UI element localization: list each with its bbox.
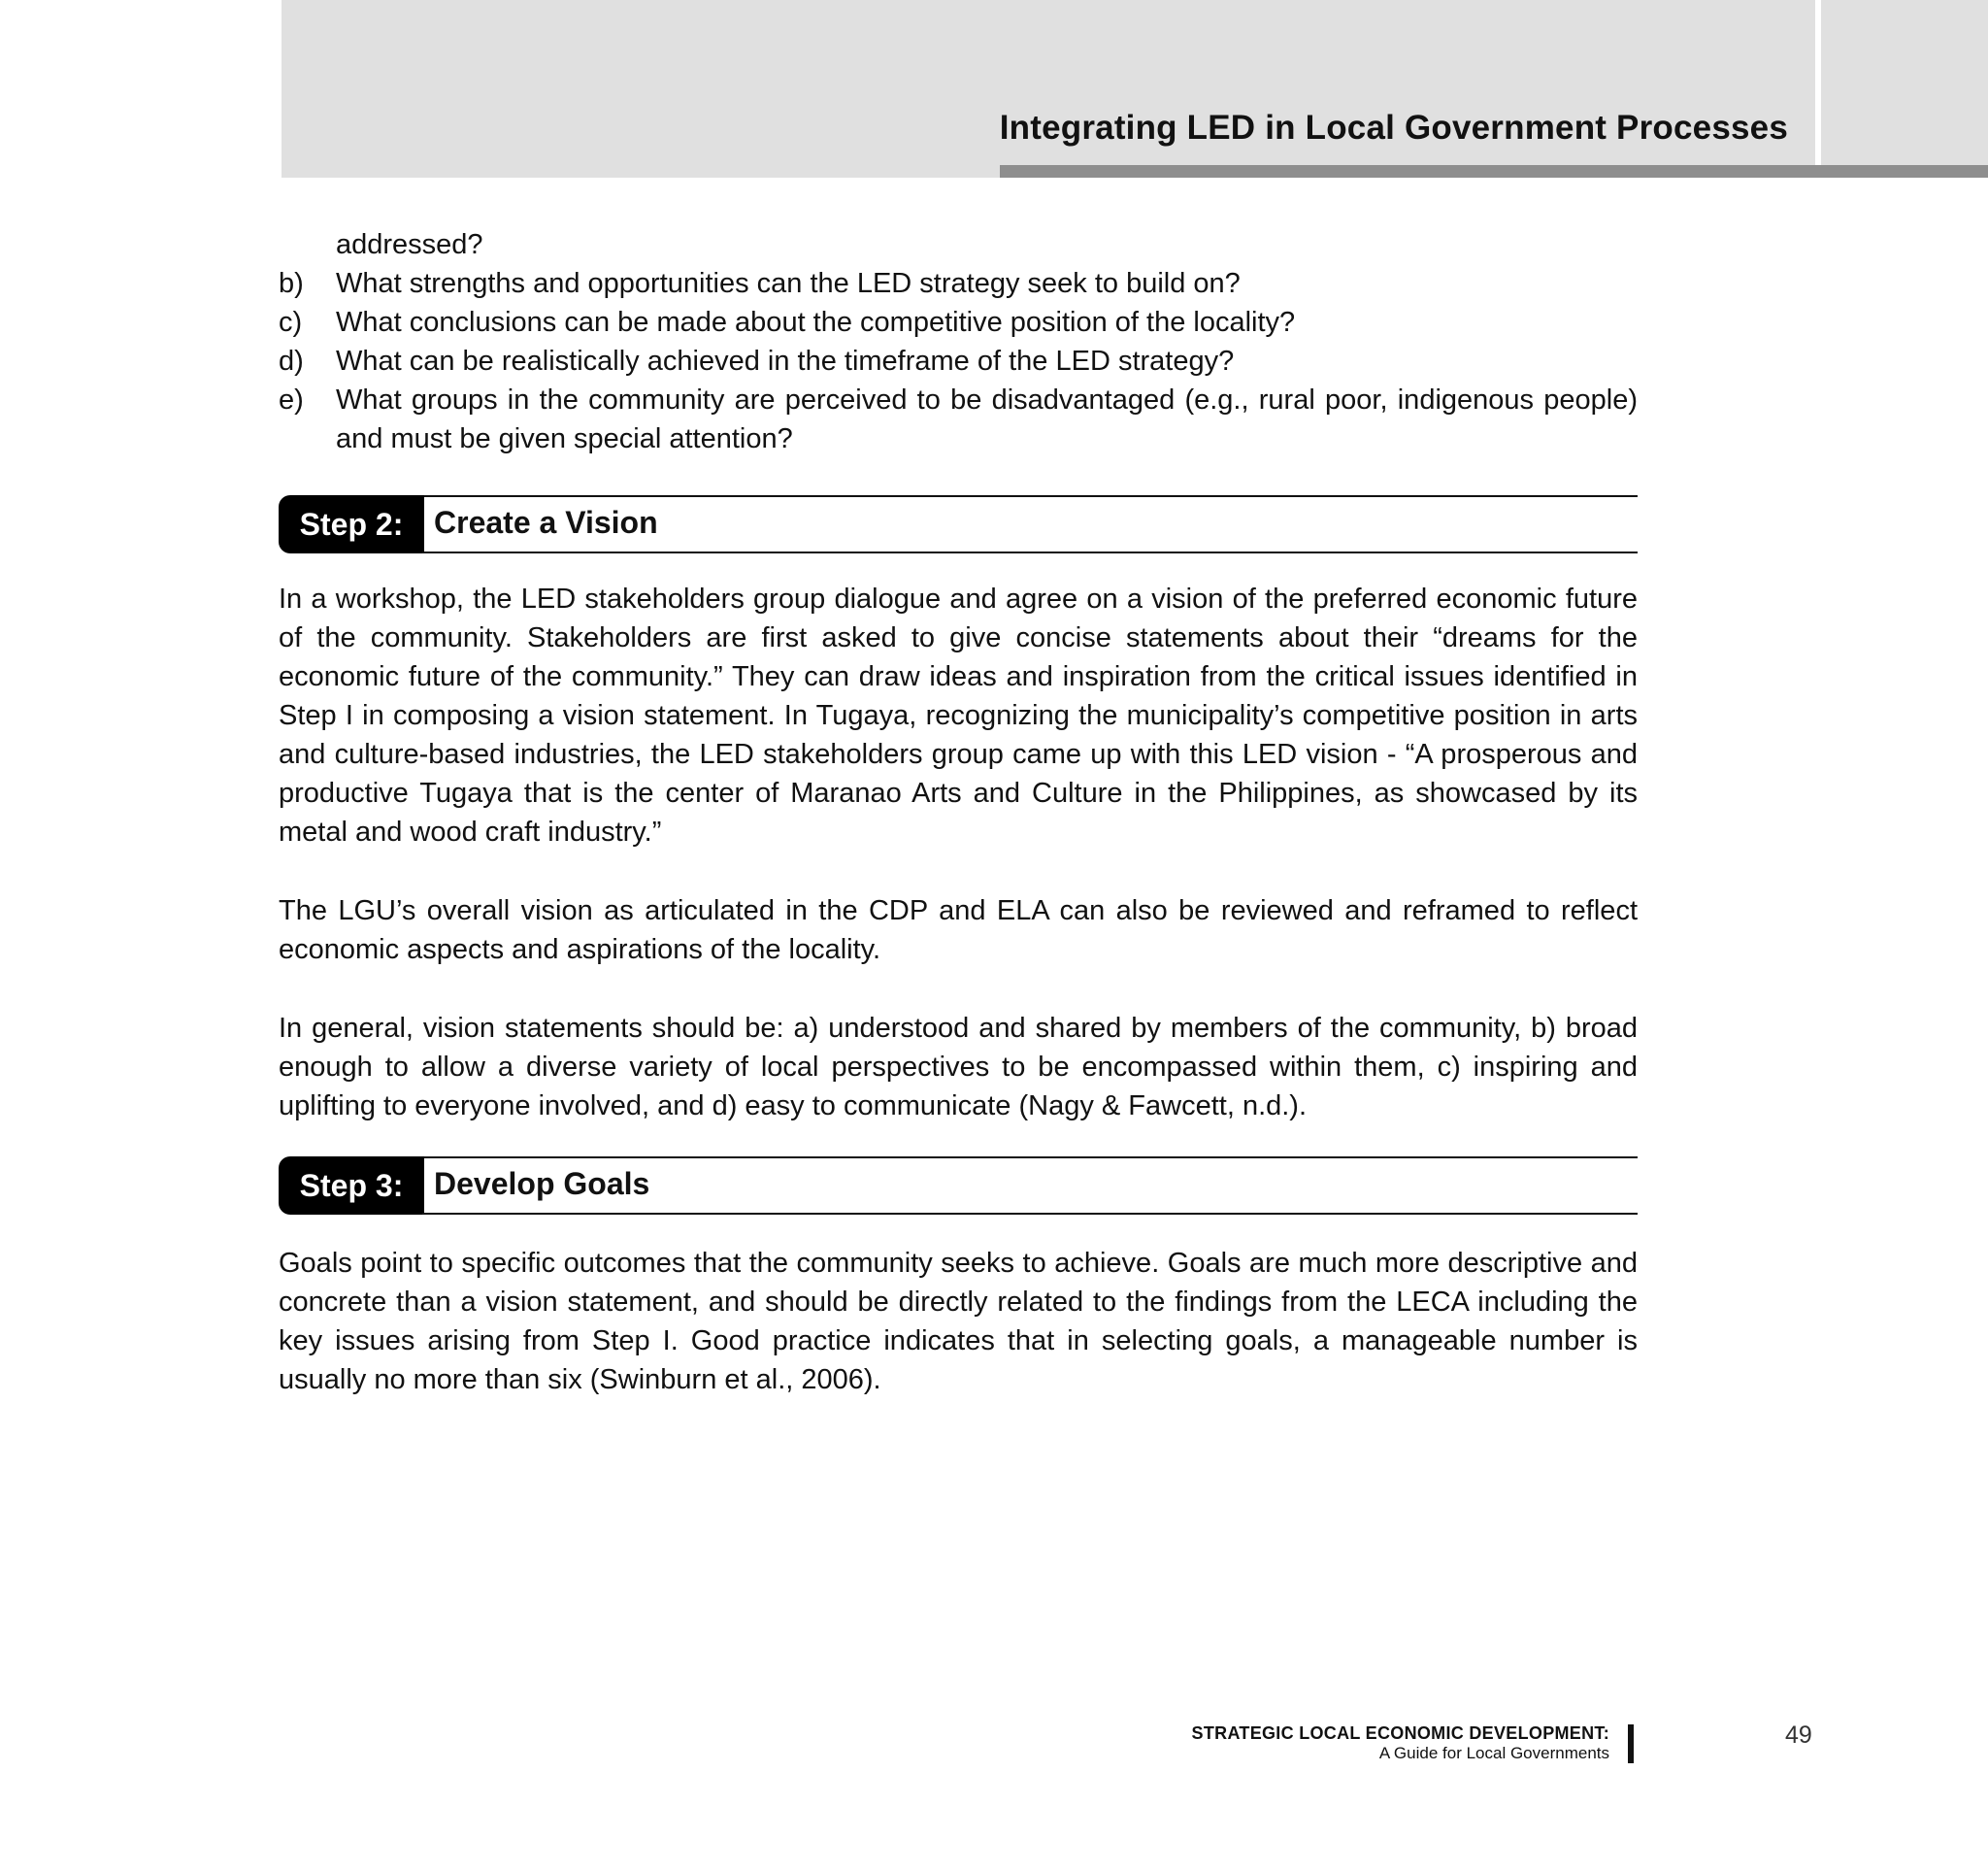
list-item-marker: e) <box>279 384 304 416</box>
step-3-paragraph: Goals point to specific outcomes that the community seeks to achieve. Goals are much more descriptive and concrete than a vision statement, and should be directly related to the findings from the LECA including the key issues arising from Step I. Good practice indicates that in selecting goals, a manageable number is usually no more than six (Swinburn et al., 2006). <box>279 1248 1638 1395</box>
list-item-marker: b) <box>279 268 304 299</box>
list-item-text: What strengths and opportunities can the LED strategy seek to build on? <box>336 268 1241 299</box>
list-item-text: What can be realistically achieved in the timeframe of the LED strategy? <box>336 346 1235 377</box>
step-2-title: Create a Vision <box>434 505 658 540</box>
list-item <box>279 303 1638 342</box>
step-2-paragraph: In a workshop, the LED stakeholders group dialogue and agree on a vision of the preferred economic future of the community. Stakeholders are first asked to give concise statements about their “dreams for the economic future of the community.” They can draw ideas and inspiration from the critical issues identified in Step I in composing a vision statement. In Tugaya, recognizing the municipality’s competitive position in arts and culture-based industries, the LED stakeholders group came up with this LED vision - “A prosperous and productive Tugaya that is the center of Maranao Arts and Culture in the Philippines, as showcased by its metal and wood craft industry.” <box>279 584 1638 848</box>
question-list <box>279 225 1638 458</box>
list-item <box>279 264 1638 303</box>
list-item-text: What conclusions can be made about the competitive position of the locality? <box>336 307 1296 338</box>
step-2-paragraph: In general, vision statements should be: a) understood and shared by members of the community, b) broad enough to allow a diverse variety of local perspectives to be encompassed within them, c) inspiring and uplifting to everyone involved, and d) easy to communicate (Nagy & Fawcett, n.d.). <box>279 1013 1638 1121</box>
list-item <box>279 381 1638 458</box>
list-item-marker: d) <box>279 346 304 377</box>
step-3-title: Develop Goals <box>434 1166 650 1201</box>
footer-divider-bar <box>1628 1724 1634 1763</box>
step-rule-bottom <box>422 552 1638 553</box>
header-band <box>282 0 1815 178</box>
header-accent-bar <box>1000 165 1988 178</box>
step-3-header <box>279 1156 1638 1215</box>
header-band-right <box>1821 0 1988 167</box>
step-2-badge: Step 2: <box>279 495 424 553</box>
running-header-title: Integrating LED in Local Government Processes <box>999 109 1788 147</box>
step-2-header <box>279 495 1638 553</box>
list-item-continuation <box>279 225 1638 264</box>
list-item-marker: c) <box>279 307 303 338</box>
step-3-badge: Step 3: <box>279 1156 424 1215</box>
page-number: 49 <box>1785 1722 1812 1749</box>
list-item-text: What groups in the community are perceived to be disadvantaged (e.g., rural poor, indigenous people) and must be given special attention? <box>336 384 1638 454</box>
list-item <box>279 342 1638 381</box>
footer-book-subtitle: A Guide for Local Governments <box>1378 1744 1609 1762</box>
step-2-paragraph: The LGU’s overall vision as articulated in the CDP and ELA can also be reviewed and reframed to reflect economic aspects and aspirations of the locality. <box>279 895 1638 965</box>
step-rule-bottom <box>422 1213 1638 1215</box>
list-item-text: addressed? <box>336 229 483 260</box>
footer-book-title: STRATEGIC LOCAL ECONOMIC DEVELOPMENT: <box>1191 1723 1609 1743</box>
